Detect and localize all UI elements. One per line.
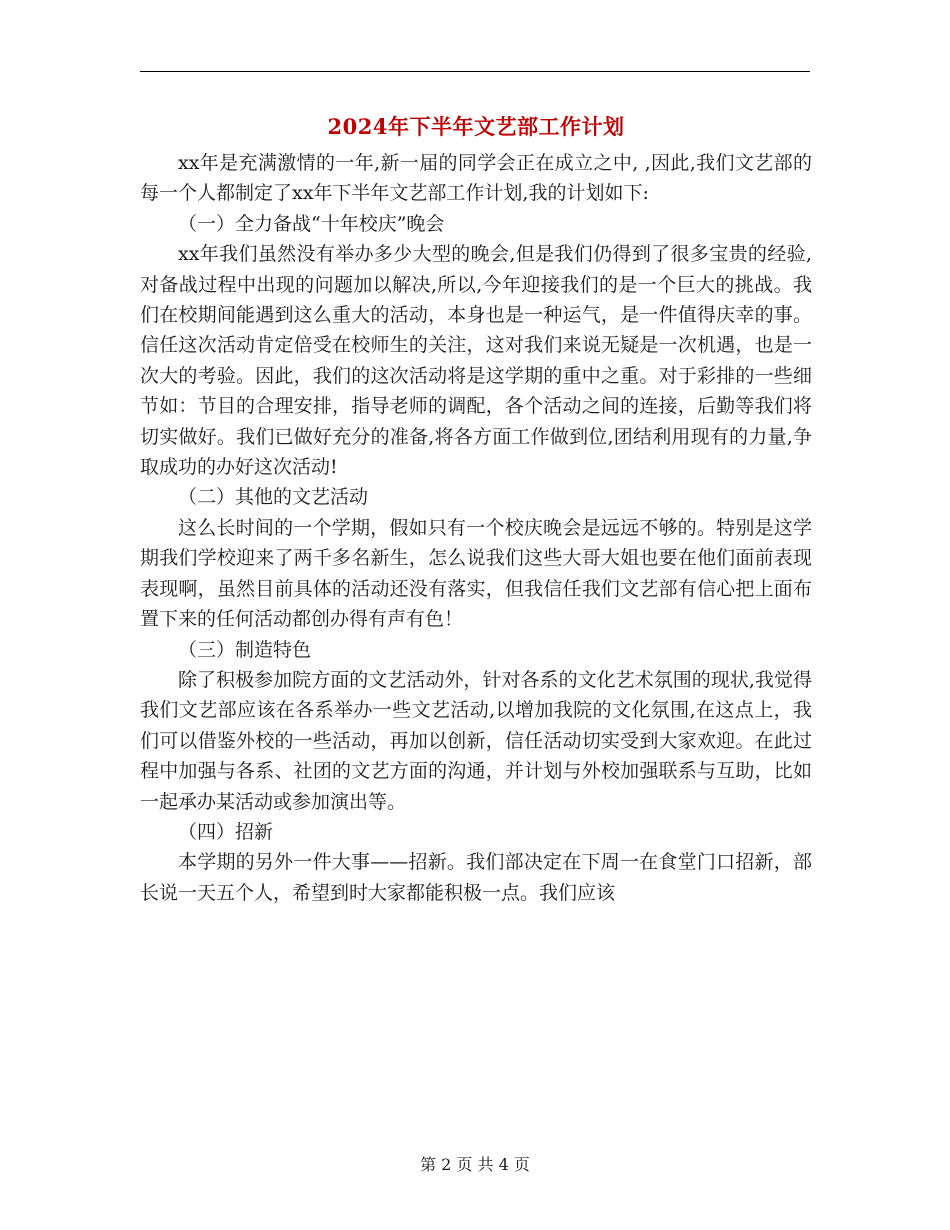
header-rule: [140, 71, 810, 72]
section-body-1: xx年我们虽然没有举办多少大型的晚会,但是我们仍得到了很多宝贵的经验,对备战过程中出现的问题加以解决,所以,今年迎接我们的是一个巨大的挑战。我们在校期间能遇到这么重大的活动，本身也是一种运气，是一件值得庆幸的事。信任这次活动肯定倍受在校师生的关注，这对我们来说无疑是一次机遇，也是一次大的考验。因此，我们的这次活动将是这学期的重中之重。对于彩排的一些细节如：节目的合理安排，指导老师的调配，各个活动之间的连接，后勤等我们将切实做好。我们已做好充分的准备,将各方面工作做到位,团结利用现有的力量,争取成功的办好这次活动!: [140, 243, 812, 479]
section-body-4: 本学期的另外一件大事——招新。我们部决定在下周一在食堂门口招新，部长说一天五个人，希望到时大家都能积极一点。我们应该: [140, 851, 812, 904]
section-body-2: 这么长时间的一个学期，假如只有一个校庆晚会是远远不够的。特别是这学期我们学校迎来了两千多名新生，怎么说我们这些大哥大姐也要在他们面前表现表现啊，虽然目前具体的活动还没有落实，但我信任我们文艺部有信心把上面布置下来的任何活动都创办得有声有色！: [140, 516, 812, 631]
section-heading-2: （二）其他的文艺活动: [178, 486, 369, 509]
section-heading-3: （三）制造特色: [178, 638, 312, 661]
section-heading-4: （四）招新: [178, 820, 274, 843]
section-body-3: 除了积极参加院方面的文艺活动外，针对各系的文化艺术氛围的现状,我觉得我们文艺部应该在各系举办一些文艺活动,以增加我院的文化氛围,在这点上，我们可以借鉴外校的一些活动，再加以创新，信任活动切实受到大家欢迎。在此过程中加强与各系、社团的文艺方面的沟通，并计划与外校加强联系与互助，比如一起承办某活动或参加演出等。: [140, 668, 812, 813]
page-number-footer: 第 2 页 共 4 页: [420, 1155, 530, 1174]
document-title: 2024年下半年文艺部工作计划: [327, 114, 625, 139]
document-body: [140, 108, 812, 908]
intro-paragraph: xx年是充满激情的一年,新一届的同学会正在成立之中, ,因此,我们文艺部的每一个人都制定了xx年下半年文艺部工作计划,我的计划如下:: [140, 152, 812, 205]
section-heading-1: （一）全力备战“十年校庆”晚会: [178, 212, 445, 235]
